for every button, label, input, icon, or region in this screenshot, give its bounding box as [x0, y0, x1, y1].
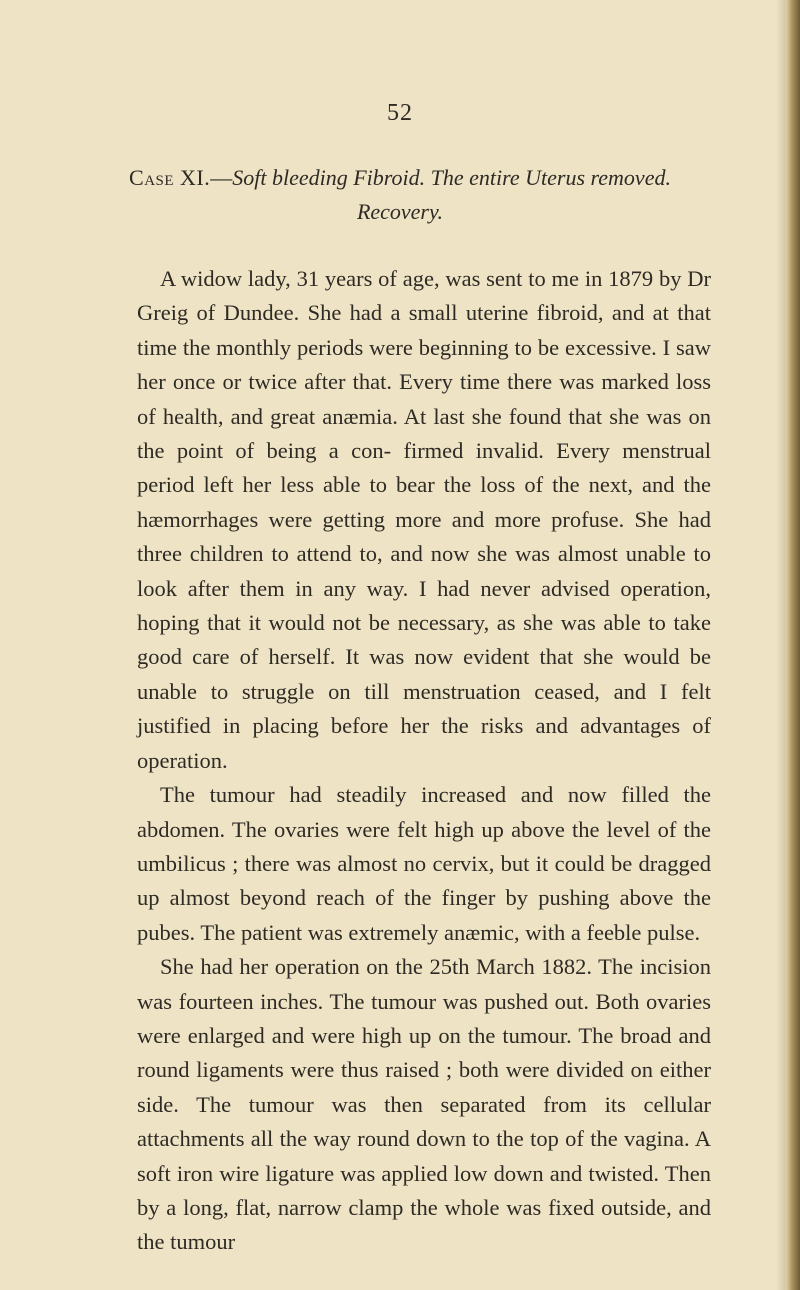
- case-title: Soft bleeding Fibroid. The entire Uterus removed. Recovery.: [232, 165, 671, 224]
- paragraph-3: She had her operation on the 25th March 1882. The incision was fourteen inches. The tumour was pushed out. Both ovaries were enlarged and were high up on the tumour. The broad and round ligaments were thus raised ; both were divided on either side. The tumour was then separated from its cellular attachments all the way round down to the top of the vagina. A soft iron wire ligature was applied low down and twisted. Then by a long, flat, narrow clamp the whole was fixed outside, and the tumour: [137, 954, 711, 1255]
- page-edge-shadow: [776, 0, 786, 1290]
- case-label: Case XI.: [129, 165, 211, 190]
- heading-dash: —: [210, 165, 233, 190]
- paragraph-1: A widow lady, 31 years of age, was sent to me in 1879 by Dr Greig of Dundee. She had a small uterine fibroid, and at that time the monthly periods were beginning to be excessive. I saw her once or twice after that. Every time there was marked loss of health, and great anæmia. At last she found that she was on the point of being a con- firmed invalid. Every menstrual period left her less able to bear the loss of the next, and the hæmorrhages were getting more and more profuse. She had three children to attend to, and now she was almost unable to look after them in any way. I had never advised operation, hoping that it would not be necessary, as she was able to take good care of herself. It was now evident that she would be unable to struggle on till menstruation ceased, and I felt justified in placing before her the risks and advantages of operation.: [137, 266, 711, 773]
- page-number: 52: [387, 100, 413, 126]
- case-heading: [120, 161, 680, 229]
- page-edge: [786, 0, 800, 1290]
- paragraph-2: The tumour had steadily increased and now filled the abdomen. The ovaries were felt high up above the level of the umbilicus ; there was almost no cervix, but it could be dragged up almost beyond reach of the finger by pushing above the pubes. The patient was extremely anæmic, with a feeble pulse.: [137, 782, 711, 945]
- body-text: [137, 262, 711, 1260]
